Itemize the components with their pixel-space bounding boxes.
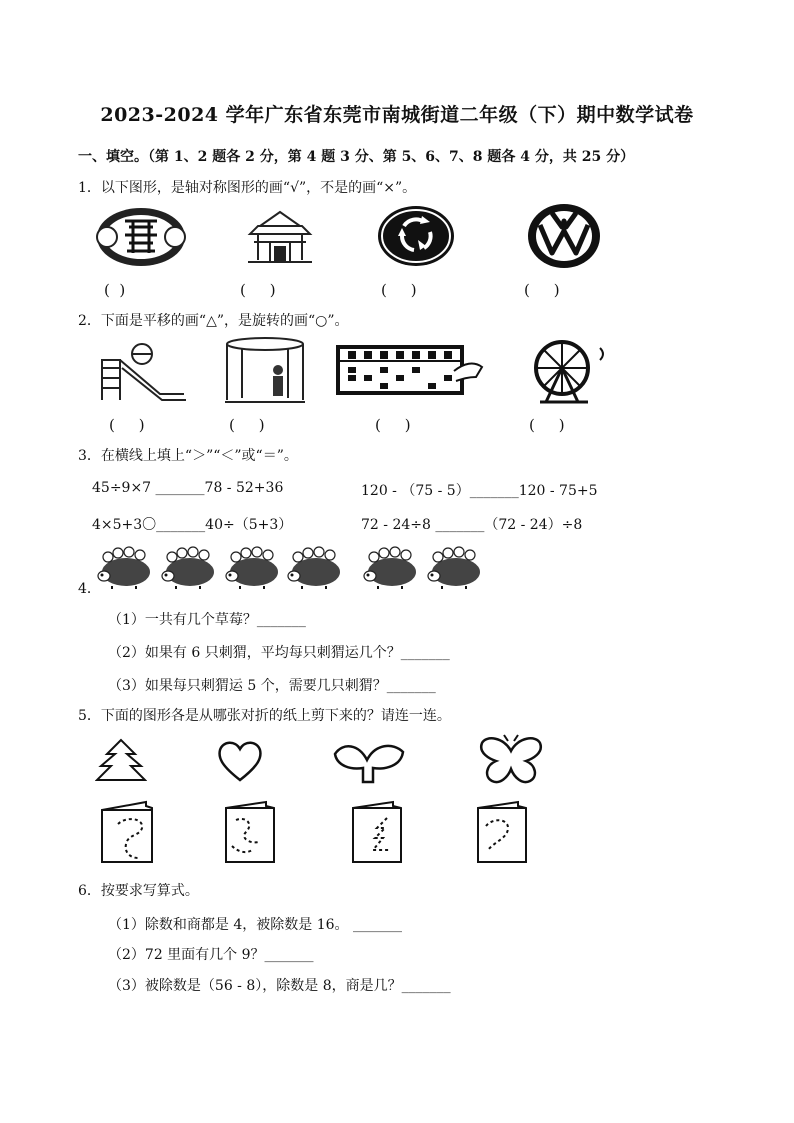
question-2-text: 2．下面是平移的画“△”，是旋转的画“○”。 — [78, 313, 349, 329]
answer-blank-q1-2[interactable]: ( ) — [240, 281, 276, 299]
question-4-number: 4． — [78, 581, 101, 597]
slide-icon — [94, 340, 190, 404]
question-6-part-1[interactable]: （1）除数和商都是 4，被除数是 16。 _______ — [108, 917, 402, 933]
page-title: 2023-2024 学年广东省东莞市南城街道二年级（下）期中数学试卷 — [100, 104, 694, 126]
question-4-part-3[interactable]: （3）如果每只刺猬运 5 个，需要几只刺猬？_______ — [108, 678, 436, 694]
double-happiness-emblem-icon — [93, 205, 189, 269]
comparison-item-2[interactable]: 120 - （75 - 5）_______120 - 75+5 — [361, 483, 598, 499]
answer-blank-q1-3[interactable]: ( ) — [381, 281, 417, 299]
sprout-shape-icon — [331, 738, 407, 784]
folded-paper-a-icon — [96, 798, 156, 864]
abacus-icon — [336, 345, 486, 397]
pavilion-icon — [244, 208, 316, 268]
question-3-text: 3．在横线上填上“＞”“＜”或“＝”。 — [78, 448, 298, 464]
vw-logo-icon — [526, 203, 602, 269]
hedgehogs-with-strawberries-icon — [96, 546, 486, 590]
comparison-item-3[interactable]: 4×5+3〇_______40÷（5+3） — [92, 517, 293, 533]
question-4-part-2[interactable]: （2）如果有 6 只刺猬，平均每只刺猬运几个？_______ — [108, 645, 450, 661]
question-1-text: 1．以下图形，是轴对称图形的画“√”，不是的画“×”。 — [78, 180, 417, 196]
answer-blank-q1-4[interactable]: ( ) — [524, 281, 560, 299]
answer-blank-q2-1[interactable]: ( ) — [109, 416, 145, 434]
comparison-item-1[interactable]: 45÷9×7 _______78 - 52+36 — [92, 480, 284, 496]
question-5-text: 5．下面的图形各是从哪张对折的纸上剪下来的？请连一连。 — [78, 708, 451, 724]
answer-blank-q2-4[interactable]: ( ) — [529, 416, 565, 434]
folded-paper-c-icon — [349, 798, 407, 864]
question-4-part-1[interactable]: （1）一共有几个草莓？_______ — [108, 612, 306, 628]
pine-tree-shape-icon — [95, 738, 147, 782]
section-heading: 一、填空。（第 1、2 题各 2 分，第 4 题 3 分、第 5、6、7、8 题各 4 分，共 25 分） — [78, 149, 635, 165]
folded-paper-b-icon — [222, 798, 280, 864]
revolving-door-icon — [222, 336, 308, 406]
heart-shape-icon — [216, 740, 264, 782]
comparison-item-4[interactable]: 72 - 24÷8 _______（72 - 24）÷8 — [361, 517, 583, 533]
folded-paper-d-icon — [474, 798, 532, 864]
butterfly-shape-icon — [476, 733, 546, 785]
ferris-wheel-icon — [516, 338, 612, 408]
answer-blank-q2-2[interactable]: ( ) — [229, 416, 265, 434]
roundabout-sign-icon — [376, 204, 456, 268]
answer-blank-q2-3[interactable]: ( ) — [375, 416, 411, 434]
answer-blank-q1-1[interactable]: ( ) — [104, 281, 126, 299]
question-6-part-2[interactable]: （2）72 里面有几个 9？_______ — [108, 947, 314, 963]
question-6-part-3[interactable]: （3）被除数是（56 - 8），除数是 8，商是几？_______ — [108, 978, 451, 994]
question-6-text: 6．按要求写算式。 — [78, 883, 199, 899]
